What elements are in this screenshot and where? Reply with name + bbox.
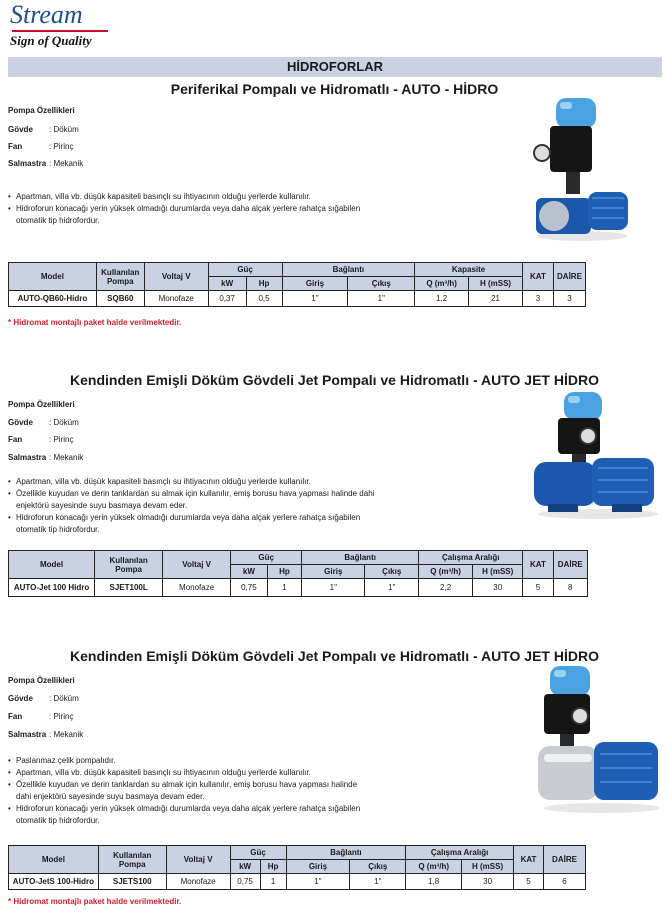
bullet-item: • Apartman, villa vb. düşük kapasiteli basınçlı su ihtiyacının olduğu yerlerde kullanılır.: [8, 192, 311, 201]
cell-flow: 2,2: [419, 579, 473, 597]
col-header-power: Güç: [230, 846, 286, 860]
bullet-item: • Hidroforun konacağı yerin yüksek olmadığı durumlarda veya daha alçak yerlere rahatça sığabilen otomatik tip hidrofordur.: [8, 513, 361, 534]
col-header-daire: DAİRE: [553, 551, 588, 579]
col-header-power: Güç: [231, 551, 302, 565]
spec-value-salmastra: : Mekanik: [49, 159, 84, 168]
cell-head: 30: [462, 874, 514, 890]
col-header-kat: KAT: [523, 551, 553, 579]
section-3-specs-title: Pompa Özellikleri: [8, 676, 75, 685]
col-header-connection: Bağlantı: [286, 846, 406, 860]
spec-label-govde: Gövde: [8, 125, 33, 134]
spec-label-fan: Fan: [8, 142, 23, 151]
col-header-connection: Bağlantı: [302, 551, 419, 565]
spec-value-salmastra: : Mekanik: [49, 730, 84, 739]
spec-label-salmastra: Salmastra: [8, 159, 47, 168]
spec-value-fan: : Pirinç: [49, 142, 74, 151]
col-header-model: Model: [9, 263, 97, 291]
col-header-capacity: Kapasite: [415, 263, 523, 277]
section-3-table: [8, 845, 586, 890]
cell-kat: 3: [522, 291, 553, 307]
cell-voltage: Monofaze: [166, 874, 230, 890]
cell-model: AUTO-Jet 100 Hidro: [9, 579, 95, 597]
bullet-item: • Apartman, villa vb. düşük kapasiteli basınçlı su ihtiyacının olduğu yerlerde kullanılır.: [8, 768, 311, 777]
cell-model: AUTO-QB60-Hidro: [9, 291, 97, 307]
section-1-note: * Hidromat montajlı paket halde verilmektedir.: [8, 318, 182, 327]
spec-label-salmastra: Salmastra: [8, 730, 47, 739]
cell-outlet: 1": [348, 291, 415, 307]
cell-head: 30: [473, 579, 523, 597]
spec-value-fan: : Pirinç: [49, 435, 74, 444]
col-header-head: H (mSS): [473, 565, 523, 579]
col-header-head: H (mSS): [469, 277, 523, 291]
col-header-voltage: Voltaj V: [163, 551, 231, 579]
col-header-operating-range: Çalışma Aralığı: [419, 551, 523, 565]
col-header-head: H (mSS): [462, 860, 514, 874]
cell-head: 21: [469, 291, 523, 307]
bullet-item: • Apartman, villa vb. düşük kapasiteli basınçlı su ihtiyacının olduğu yerlerde kullanılır.: [8, 477, 311, 486]
spec-value-govde: : Döküm: [49, 418, 79, 427]
spec-label-govde: Gövde: [8, 418, 33, 427]
bullet-item: • Hidroforun konacağı yerin yüksek olmadığı durumlarda veya daha alçak yerlere rahatça sığabilen otomatik tip hidrofordur.: [8, 804, 361, 825]
cell-kw: 0,75: [230, 874, 260, 890]
cell-voltage: Monofaze: [163, 579, 231, 597]
col-header-kw: kW: [230, 860, 260, 874]
col-header-outlet: Çıkış: [350, 860, 406, 874]
pump-image-1: [532, 98, 632, 243]
cell-outlet: 1": [365, 579, 419, 597]
cell-flow: 1,2: [415, 291, 469, 307]
col-header-flow: Q (m³/h): [406, 860, 462, 874]
col-header-pump: Kullanılan Pompa: [95, 551, 163, 579]
cell-kat: 5: [523, 579, 553, 597]
col-header-voltage: Voltaj V: [144, 263, 208, 291]
spec-label-salmastra: Salmastra: [8, 453, 47, 462]
spec-label-fan: Fan: [8, 712, 23, 721]
col-header-pump: Kullanılan Pompa: [96, 263, 144, 291]
spec-value-salmastra: : Mekanik: [49, 453, 84, 462]
cell-flow: 1,8: [406, 874, 462, 890]
spec-label-fan: Fan: [8, 435, 23, 444]
cell-daire: 6: [543, 874, 585, 890]
section-1-bullets: [8, 191, 363, 227]
bullet-item: • Özellikle kuyudan ve derin tanklardan su almak için kullanılır, emiş borusu hava yapması halinde dahi enjektörü sayesinde suyu basmaya devam eder.: [8, 489, 375, 510]
section-2-title: Kendinden Emişli Döküm Gövdeli Jet Pompalı ve Hidromatlı - AUTO JET HİDRO: [70, 372, 599, 388]
col-header-hp: Hp: [267, 565, 302, 579]
cell-kw: 0,75: [231, 579, 268, 597]
col-header-outlet: Çıkış: [365, 565, 419, 579]
col-header-model: Model: [9, 846, 99, 874]
table-row: [9, 579, 588, 597]
cell-daire: 8: [553, 579, 588, 597]
cell-kw: 0,37: [208, 291, 246, 307]
cell-inlet: 1": [282, 291, 348, 307]
cell-inlet: 1": [302, 579, 365, 597]
section-2-table: [8, 550, 588, 597]
cell-pump: SQB60: [96, 291, 144, 307]
cell-kat: 5: [514, 874, 544, 890]
col-header-pump: Kullanılan Pompa: [98, 846, 166, 874]
section-1-table: [8, 262, 586, 307]
section-2-bullets: [8, 476, 378, 536]
brand-tagline: Sign of Quality: [10, 33, 92, 48]
col-header-connection: Bağlantı: [282, 263, 415, 277]
col-header-model: Model: [9, 551, 95, 579]
spec-value-govde: : Döküm: [49, 125, 79, 134]
col-header-outlet: Çıkış: [348, 277, 415, 291]
col-header-hp: Hp: [246, 277, 282, 291]
bullet-item: • Hidroforun konacağı yerin yüksek olmadığı durumlarda veya daha alçak yerlere rahatça sığabilen otomatik tip hidrofordur.: [8, 204, 361, 225]
cell-pump: SJETS100: [98, 874, 166, 890]
section-1-specs-title: Pompa Özellikleri: [8, 106, 75, 115]
cell-hp: 1: [267, 579, 302, 597]
col-header-flow: Q (m³/h): [415, 277, 469, 291]
cell-inlet: 1": [286, 874, 350, 890]
cell-model: AUTO-JetS 100-Hidro: [9, 874, 99, 890]
cell-hp: 1: [260, 874, 286, 890]
spec-value-govde: : Döküm: [49, 694, 79, 703]
brand-logo: [10, 2, 108, 48]
cell-pump: SJET100L: [95, 579, 163, 597]
pump-image-2: [528, 392, 660, 520]
col-header-operating-range: Çalışma Aralığı: [406, 846, 514, 860]
col-header-daire: DAİRE: [553, 263, 585, 291]
brand-name: Stream: [10, 0, 83, 29]
pump-image-3: [536, 666, 664, 814]
section-1-title: Periferikal Pompalı ve Hidromatlı - AUTO - HİDRO: [170, 81, 499, 97]
section-3-title: Kendinden Emişli Döküm Gövdeli Jet Pompalı ve Hidromatlı - AUTO JET HİDRO: [70, 648, 599, 664]
spec-label-govde: Gövde: [8, 694, 33, 703]
cell-outlet: 1": [350, 874, 406, 890]
col-header-hp: Hp: [260, 860, 286, 874]
section-3-bullets: [8, 755, 368, 827]
col-header-kw: kW: [231, 565, 268, 579]
cell-voltage: Monofaze: [144, 291, 208, 307]
col-header-inlet: Giriş: [286, 860, 350, 874]
cell-hp: 0,5: [246, 291, 282, 307]
col-header-kat: KAT: [514, 846, 544, 874]
table-row: [9, 291, 586, 307]
spec-value-fan: : Pirinç: [49, 712, 74, 721]
col-header-kw: kW: [208, 277, 246, 291]
table-row: [9, 874, 586, 890]
col-header-voltage: Voltaj V: [166, 846, 230, 874]
col-header-inlet: Giriş: [302, 565, 365, 579]
col-header-inlet: Giriş: [282, 277, 348, 291]
brand-underline: [12, 30, 108, 32]
section-3-note: * Hidromat montajlı paket halde verilmektedir.: [8, 897, 182, 906]
section-2-specs-title: Pompa Özellikleri: [8, 400, 75, 409]
col-header-kat: KAT: [522, 263, 553, 291]
bullet-item: • Özellikle kuyudan ve derin tanklardan su almak için kullanılır, emiş borusu hava yapması halinde dahi enjektörü sayesinde suyu basmaya devam eder.: [8, 780, 358, 801]
bullet-item: • Paslanmaz çelik pompalıdır.: [8, 756, 116, 765]
col-header-daire: DAİRE: [543, 846, 585, 874]
category-header: HİDROFORLAR: [8, 57, 662, 77]
cell-daire: 3: [553, 291, 585, 307]
col-header-power: Güç: [208, 263, 282, 277]
col-header-flow: Q (m³/h): [419, 565, 473, 579]
